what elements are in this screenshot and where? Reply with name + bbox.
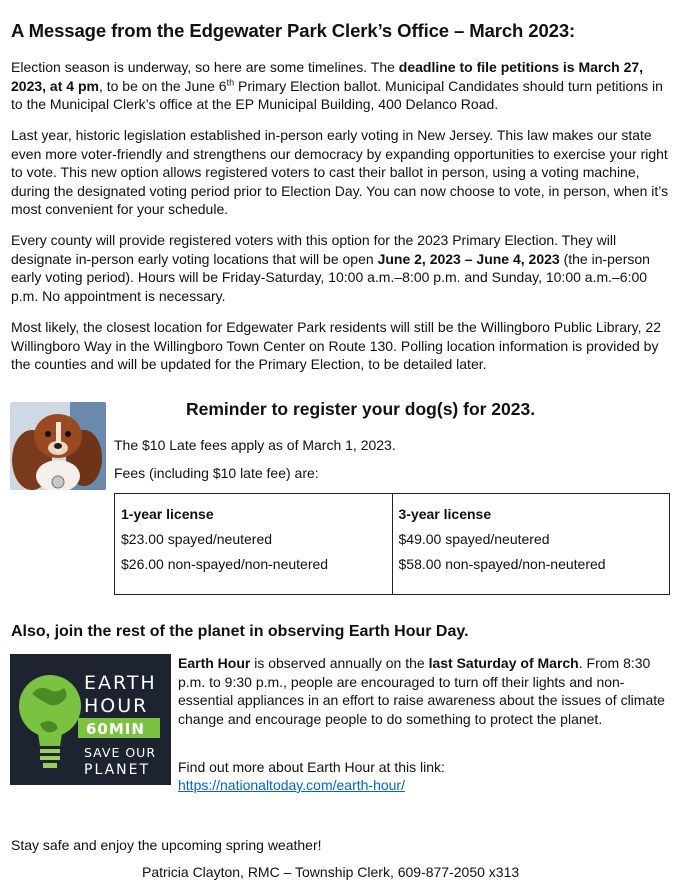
fees-table bbox=[114, 493, 670, 595]
election-paragraph-3: Every county will provide registered voters with this option for the 2023 Primary Election. They will designate in-person early voting locations that will be open June 2, 2023 – June 4, 2023 (the in-person early voting period). Hours will be Friday-Saturday, 10:00 a.m.–8:00 p.m. and Sunday, 10:00 a.m.–6:00 p.m. No appointment is necessary. bbox=[11, 232, 650, 304]
logo-line4: PLANET bbox=[84, 762, 151, 778]
election-paragraph-1: Election season is underway, so here are some timelines. The deadline to file petitions is March 27, 2023, at 4 pm, to be on the June 6th Primary Election ballot. Municipal Candidates should turn petitions in to the Municipal Clerk’s office at the EP Municipal Building, 400 Delanco Road. bbox=[11, 59, 663, 113]
three-year-cell bbox=[392, 494, 670, 595]
three-year-spayed: $49.00 spayed/neutered bbox=[398, 531, 550, 547]
fees-intro: Fees (including $10 late fee) are: bbox=[114, 465, 319, 481]
three-year-non: $58.00 non-spayed/non-neutered bbox=[398, 556, 606, 572]
one-year-non: $26.00 non-spayed/non-neutered bbox=[121, 556, 329, 572]
logo-line1: EARTH bbox=[84, 672, 157, 694]
closing-text: Stay safe and enjoy the upcoming spring weather! bbox=[11, 837, 322, 853]
earth-hour-heading: Also, join the rest of the planet in observing Earth Hour Day. bbox=[11, 623, 469, 640]
earth-hour-link[interactable]: https://nationaltoday.com/earth-hour/ bbox=[178, 777, 405, 793]
dog-photo bbox=[10, 402, 106, 490]
election-paragraph-2: Last year, historic legislation established in-person early voting in New Jersey. This law makes our state even more voter-friendly and strengthens our democracy by expanding opportunities to exercise your right to vote. This new option allows registered voters to cast their ballot in person, using a voting machine, during the designated voting period prior to Election Day. You can now choose to vote, in person, when it’s most convenient for your schedule. bbox=[11, 127, 669, 218]
three-year-label: 3-year license bbox=[398, 506, 492, 522]
earth-link-intro: Find out more about Earth Hour at this link: bbox=[178, 759, 445, 775]
logo-badge: 60MIN bbox=[86, 720, 145, 738]
one-year-label: 1-year license bbox=[121, 506, 214, 522]
page-title: A Message from the Edgewater Park Clerk’s Office – March 2023: bbox=[11, 20, 576, 41]
earth-hour-logo bbox=[10, 654, 171, 785]
one-year-cell bbox=[115, 494, 393, 595]
signature: Patricia Clayton, RMC – Township Clerk, 609-877-2050 x313 bbox=[142, 864, 520, 880]
dog-heading: Reminder to register your dog(s) for 2023. bbox=[186, 399, 536, 419]
logo-line2: HOUR bbox=[84, 695, 149, 717]
logo-line3: SAVE OUR bbox=[84, 745, 157, 760]
late-fee-note: The $10 Late fees apply as of March 1, 2023. bbox=[114, 437, 396, 453]
one-year-spayed: $23.00 spayed/neutered bbox=[121, 531, 273, 547]
earth-hour-paragraph: Earth Hour is observed annually on the last Saturday of March. From 8:30 p.m. to 9:30 p.m., people are encouraged to turn off their lights and non-essential appliances in an effort to raise awareness about the issues of climate change and encourage people to do something to protect the planet. bbox=[178, 655, 665, 727]
election-paragraph-4: Most likely, the closest location for Edgewater Park residents will still be the Willingboro Public Library, 22 Willingboro Way in the Willingboro Town Center on Route 130. Polling location information is provided by the counties and will be updated for the Primary Election, to be detailed later. bbox=[11, 319, 661, 373]
